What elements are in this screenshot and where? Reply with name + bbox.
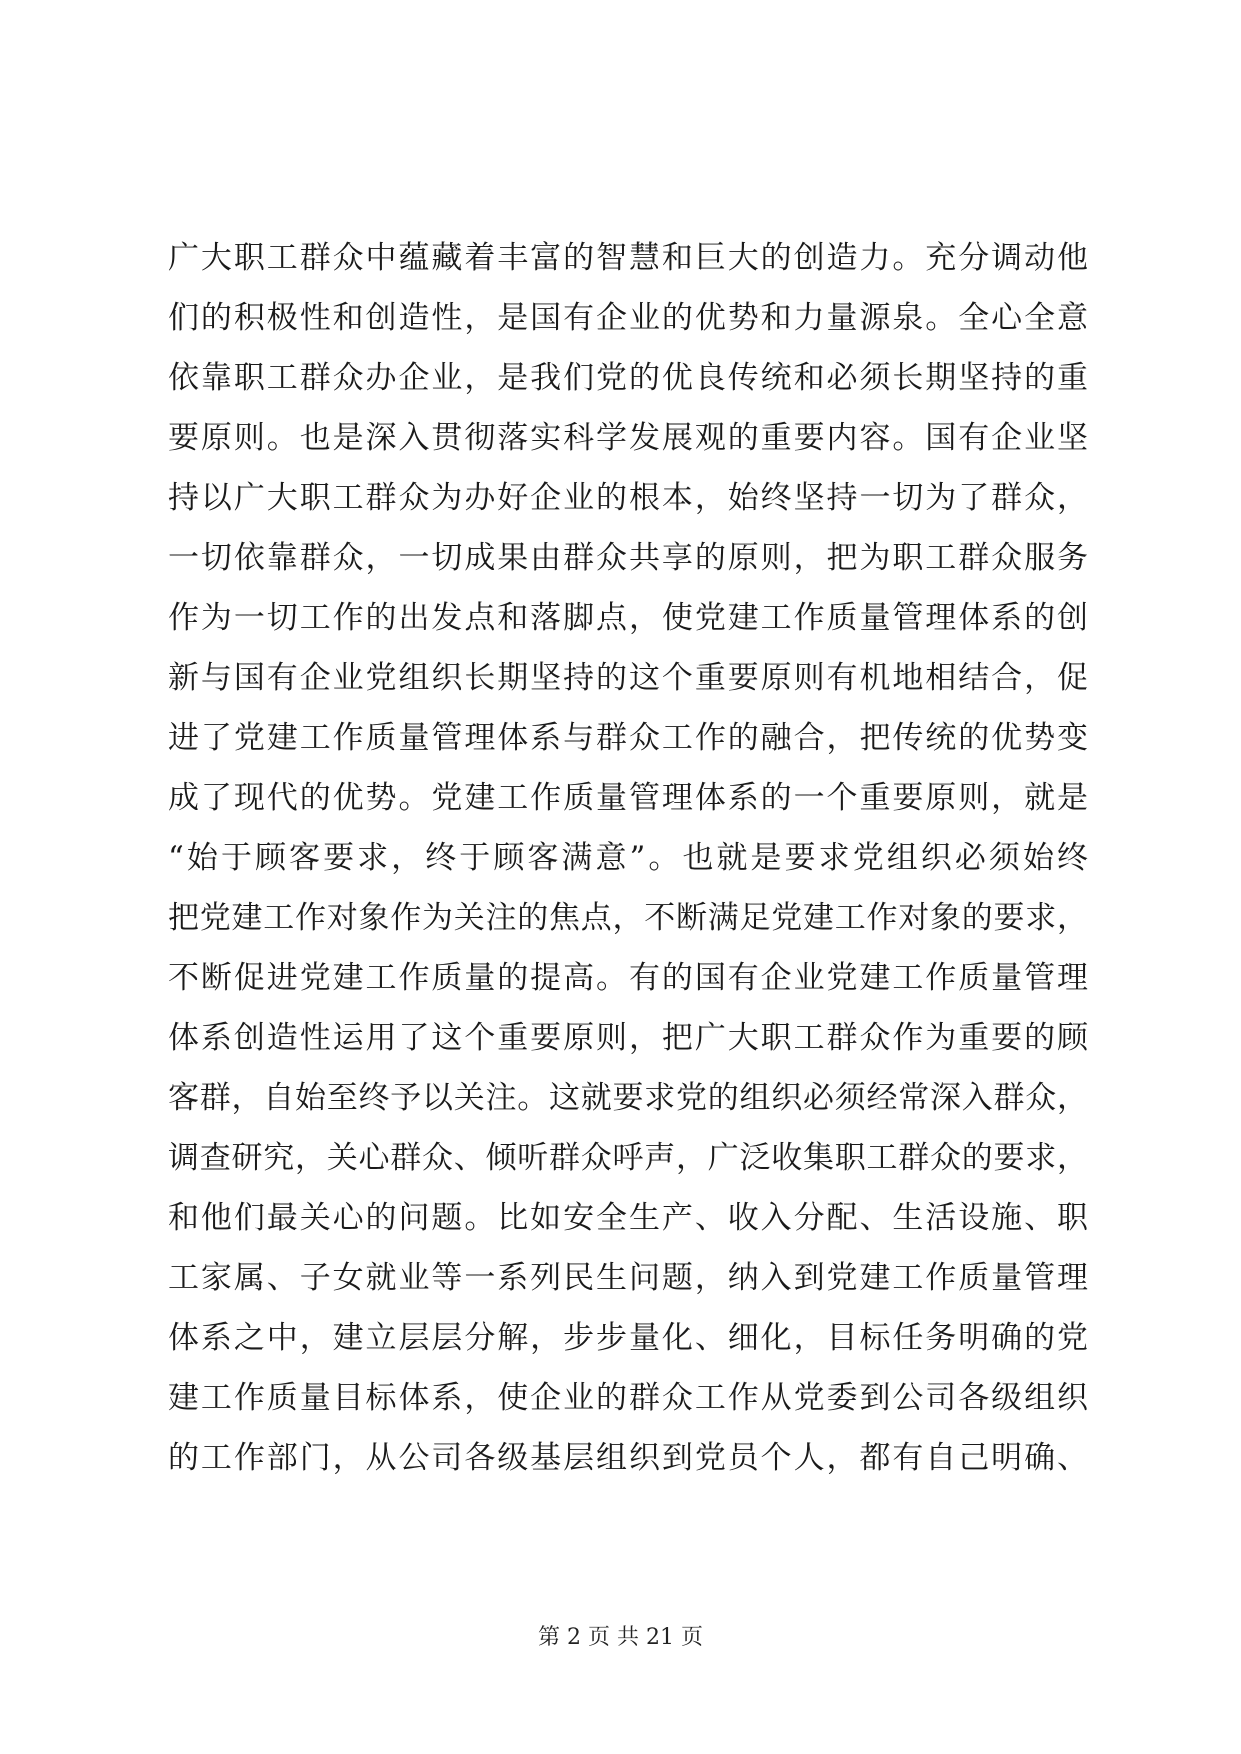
text-line: 的工作部门，从公司各级基层组织到党员个人，都有自己明确、 [168, 1440, 1088, 1476]
text-line: 成了现代的优势。党建工作质量管理体系的一个重要原则，就是 [168, 780, 1088, 816]
text-line: 新与国有企业党组织长期坚持的这个重要原则有机地相结合，促 [168, 660, 1088, 696]
text-line: 要原则。也是深入贯彻落实科学发展观的重要内容。国有企业坚 [168, 420, 1088, 456]
text-line: 作为一切工作的出发点和落脚点，使党建工作质量管理体系的创 [168, 600, 1088, 636]
text-line: 工家属、子女就业等一系列民生问题，纳入到党建工作质量管理 [168, 1260, 1088, 1296]
text-line: 和他们最关心的问题。比如安全生产、收入分配、生活设施、职 [168, 1200, 1088, 1236]
text-line: 们的积极性和创造性，是国有企业的优势和力量源泉。全心全意 [168, 300, 1088, 336]
text-line: 进了党建工作质量管理体系与群众工作的融合，把传统的优势变 [168, 720, 1088, 756]
text-line: 一切依靠群众，一切成果由群众共享的原则，把为职工群众服务 [168, 540, 1088, 576]
text-line: 持以广大职工群众为办好企业的根本，始终坚持一切为了群众， [168, 480, 1088, 516]
text-line: 依靠职工群众办企业，是我们党的优良传统和必须长期坚持的重 [168, 360, 1088, 396]
text-line: 不断促进党建工作质量的提高。有的国有企业党建工作质量管理 [168, 960, 1088, 996]
body-paragraph [168, 228, 1088, 1488]
text-line: “始于顾客要求，终于顾客满意”。也就是要求党组织必须始终 [168, 840, 1088, 876]
text-line: 调查研究，关心群众、倾听群众呼声，广泛收集职工群众的要求， [168, 1140, 1088, 1176]
page-number-footer: 第 2 页 共 21 页 [538, 1625, 703, 1650]
text-line: 建工作质量目标体系，使企业的群众工作从党委到公司各级组织 [168, 1380, 1088, 1416]
text-line: 客群，自始至终予以关注。这就要求党的组织必须经常深入群众， [168, 1080, 1088, 1116]
text-line: 体系创造性运用了这个重要原则，把广大职工群众作为重要的顾 [168, 1020, 1088, 1056]
text-line: 广大职工群众中蕴藏着丰富的智慧和巨大的创造力。充分调动他 [168, 240, 1088, 276]
text-line: 体系之中，建立层层分解，步步量化、细化，目标任务明确的党 [168, 1320, 1088, 1356]
text-line: 把党建工作对象作为关注的焦点，不断满足党建工作对象的要求， [168, 900, 1088, 936]
